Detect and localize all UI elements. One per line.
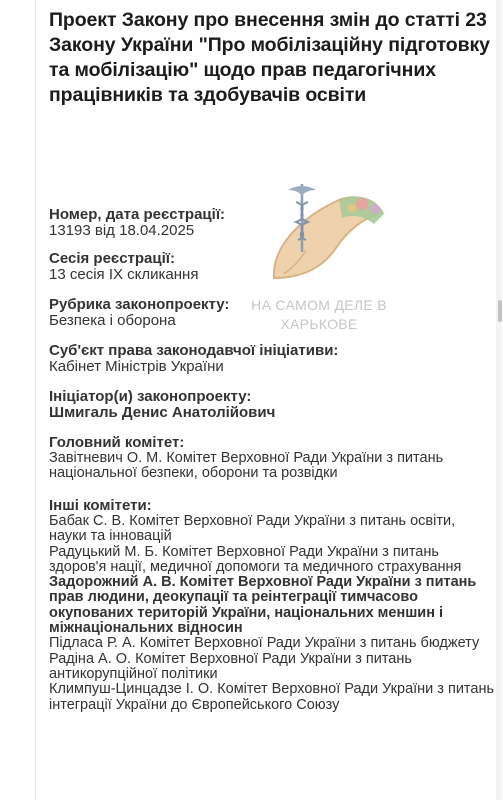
- committee-item: Радуцький М. Б. Комітет Верховної Ради України з питань здоров'я нації, медичної допомоги та медичного страхування: [49, 543, 462, 575]
- initiator-label: Ініціатор(и) законопроекту:: [49, 388, 252, 405]
- initiator-value: Шмигаль Денис Анатолійович: [49, 404, 276, 421]
- subject-value: Кабінет Міністрів України: [49, 358, 224, 375]
- session-value: 13 сесія IX скликання: [49, 266, 199, 283]
- subject-label: Суб'єкт права законодавчої ініціативи:: [49, 342, 339, 359]
- subject-field: [49, 343, 495, 375]
- rubric-label: Рубрика законопроекту:: [49, 296, 230, 313]
- registration-value: 13193 від 18.04.2025: [49, 222, 195, 239]
- registration-field: [49, 207, 495, 239]
- committee-item: Бабак С. В. Комітет Верховної Ради України з питань освіти, науки та інновацій: [49, 513, 456, 545]
- rubric-field: [49, 297, 495, 329]
- other-committees-label: Інші комітети:: [49, 497, 152, 514]
- other-committees-list: [49, 514, 495, 713]
- rubric-value: Безпека і оборона: [49, 312, 176, 329]
- committee-item: Задорожний А. В. Комітет Верховної Ради України з питань прав людини, деокупації та реінтеграції тимчасово окупованих територій України, національних меншин і міжнаціональних відносин: [49, 574, 477, 637]
- session-label: Сесія реєстрації:: [49, 250, 175, 267]
- scrollbar-track[interactable]: [496, 0, 502, 800]
- watermark-text-line2: ХАРЬКОВЕ: [280, 316, 358, 332]
- committee-item: Радіна А. О. Комітет Верховної Ради України з питань антикорупційної політики: [49, 650, 412, 682]
- main-committee-field: [49, 435, 495, 482]
- main-committee-label: Головний комітет:: [49, 434, 185, 451]
- scrollbar-thumb[interactable]: [498, 300, 502, 322]
- session-field: [49, 251, 495, 283]
- other-committees-field: [49, 498, 495, 713]
- registration-label: Номер, дата реєстрації:: [49, 206, 226, 223]
- bill-title: Проект Закону про внесення змін до статті 23 Закону України "Про мобілізаційну підготовку та мобілізацію" щодо прав педагогічних працівників та здобувачів освіти: [49, 9, 490, 106]
- initiator-field: [49, 389, 495, 421]
- watermark-text-line1: НА САМОМ ДЕЛЕ В: [251, 297, 387, 313]
- main-committee-value: Завітневич О. М. Комітет Верховної Ради України з питань національної безпеки, оборони та розвідки: [49, 450, 444, 482]
- page-left-border: [35, 0, 36, 800]
- committee-item: Климпуш-Цинцадзе І. О. Комітет Верховної Ради України з питань інтеграції України до Європейського Союзу: [49, 681, 495, 713]
- committee-item: Підласа Р. А. Комітет Верховної Ради України з питань бюджету: [49, 635, 480, 652]
